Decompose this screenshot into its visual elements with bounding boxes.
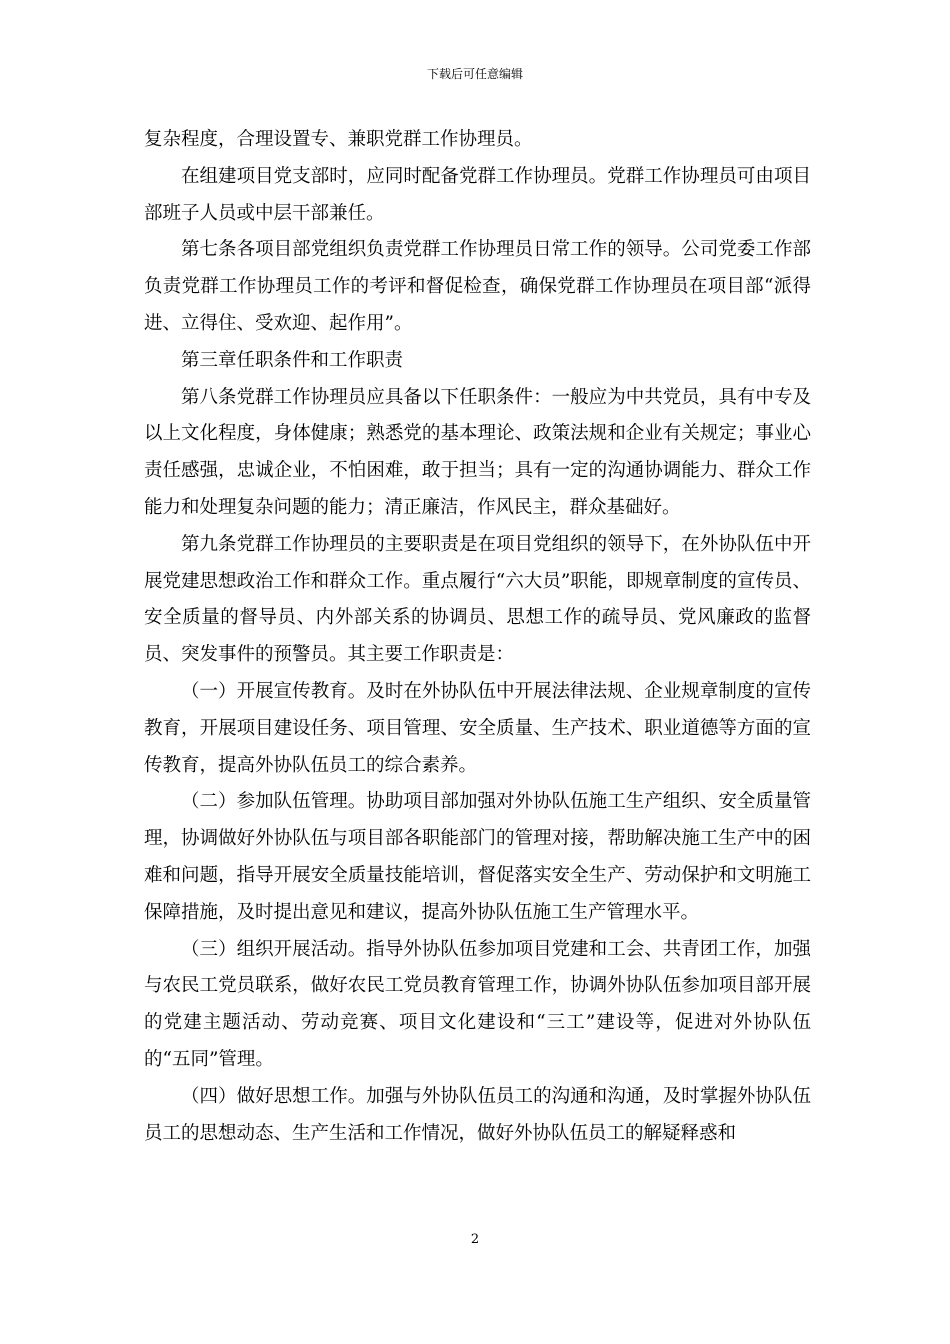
paragraph: （三）组织开展活动。指导外协队伍参加项目党建和工会、共青团工作，加强与农民工党员联系，做好农民工党员教育管理工作，协调外协队伍参加项目部开展的党建主题活动、劳动竞赛、项目文化建设和“三工”建设等，促进对外协队伍的“五同”管理。 (144, 938, 811, 1070)
paragraph: 第七条各项目部党组织负责党群工作协理员日常工作的领导。公司党委工作部负责党群工作协理员工作的考评和督促检查，确保党群工作协理员在项目部“派得进、立得住、受欢迎、起作用”。 (144, 239, 811, 334)
document-body (144, 122, 811, 1152)
chapter-heading: 第三章任职条件和工作职责 (181, 349, 404, 371)
page-header: 下载后可任意编辑 (426, 67, 523, 81)
paragraph: （一）开展宣传教育。及时在外协队伍中开展法律法规、企业规章制度的宣传教育，开展项目建设任务、项目管理、安全质量、生产技术、职业道德等方面的宣传教育，提高外协队伍员工的综合素养。 (144, 680, 811, 776)
page-number: 2 (470, 1232, 480, 1247)
paragraph: 第八条党群工作协理员应具备以下任职条件：一般应为中共党员，具有中专及以上文化程度，身体健康；熟悉党的基本理论、政策法规和企业有关规定；事业心责任感强，忠诚企业，不怕困难，敢于担当；具有一定的沟通协调能力、群众工作能力和处理复杂问题的能力；清正廉洁，作风民主，群众基础好。 (144, 386, 811, 518)
paragraph: 复杂程度，合理设置专、兼职党群工作协理员。 (144, 129, 533, 150)
paragraph: 第九条党群工作协理员的主要职责是在项目党组织的领导下，在外协队伍中开展党建思想政治工作和群众工作。重点履行“六大员”职能，即规章制度的宣传员、安全质量的督导员、内外部关系的协调员、思想工作的疏导员、党风廉政的监督员、突发事件的预警员。其主要工作职责是： (144, 533, 811, 666)
paragraph: 在组建项目党支部时，应同时配备党群工作协理员。党群工作协理员可由项目部班子人员或中层干部兼任。 (144, 165, 811, 224)
paragraph: （二）参加队伍管理。协助项目部加强对外协队伍施工生产组织、安全质量管理，协调做好外协队伍与项目部各职能部门的管理对接，帮助解决施工生产中的困难和问题，指导开展安全质量技能培训，督促落实安全生产、劳动保护和文明施工保障措施，及时提出意见和建议，提高外协队伍施工生产管理水平。 (144, 791, 811, 923)
paragraph: （四）做好思想工作。加强与外协队伍员工的沟通和沟通，及时掌握外协队伍员工的思想动态、生产生活和工作情况，做好外协队伍员工的解疑释惑和 (144, 1085, 811, 1144)
